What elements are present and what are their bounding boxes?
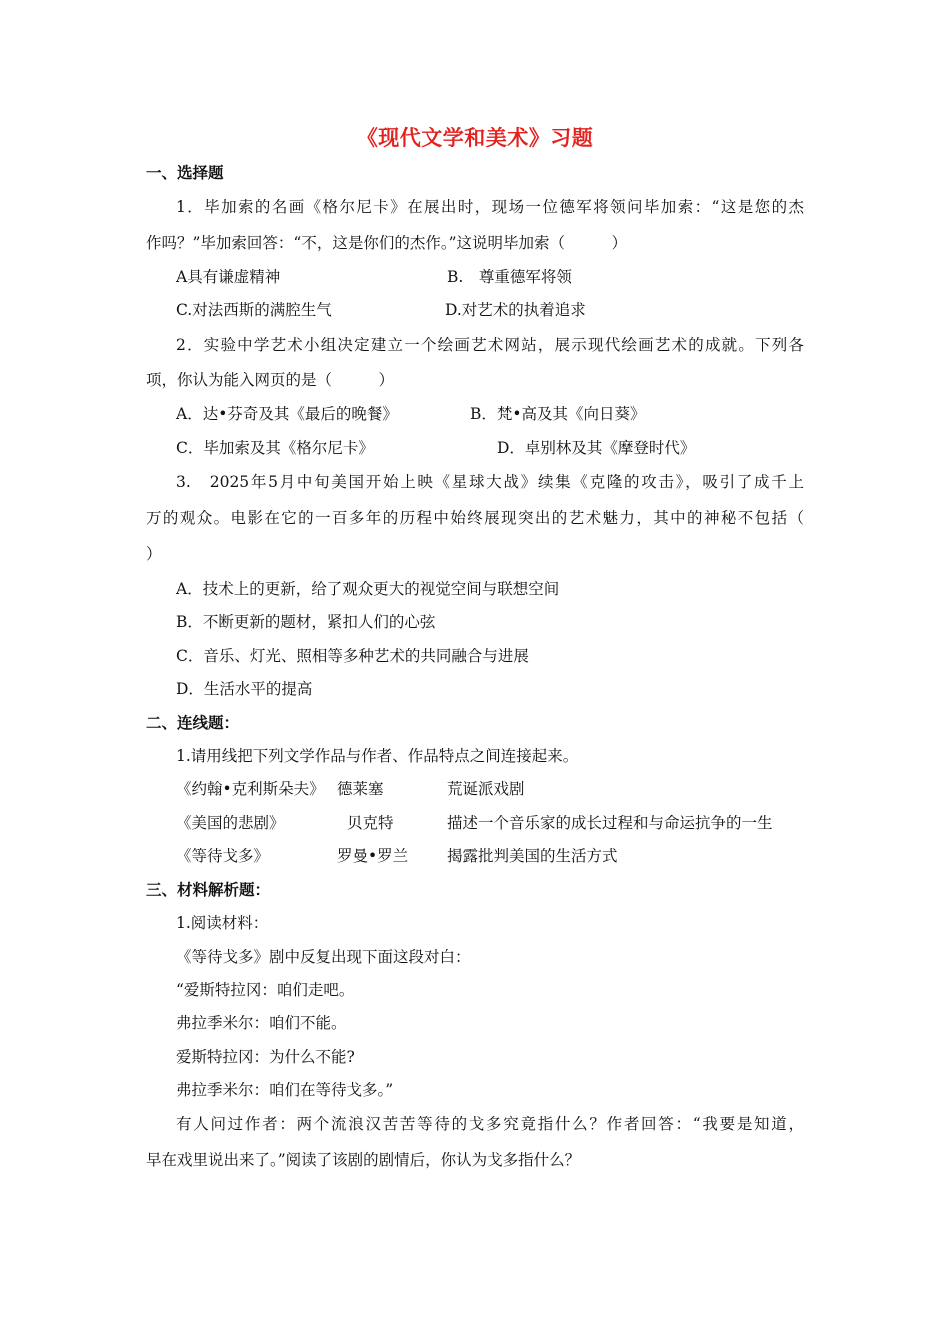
material-line: 弗拉季米尔：咱们在等待戈多。” <box>176 1081 394 1099</box>
matching-feature: 揭露批判美国的生活方式 <box>447 847 618 865</box>
section-heading-matching: 二、连线题： <box>146 713 240 732</box>
question-3-option-b: B．不断更新的题材，紧扣人们的心弦 <box>176 613 436 631</box>
matching-author: 罗曼•罗兰 <box>337 847 409 865</box>
matching-feature: 描述一个音乐家的成长过程和与命运抗争的一生 <box>447 814 773 832</box>
question-1-option-d: D.对艺术的执着追求 <box>445 301 586 319</box>
question-2-line-2: 项，你认为能入网页的是（ ） <box>146 371 395 389</box>
question-2-option-c: C．毕加索及其《格尔尼卡》 <box>176 439 374 457</box>
matching-author: 贝克特 <box>347 814 394 832</box>
material-line: 弗拉季米尔：咱们不能。 <box>176 1014 347 1032</box>
question-1-line-2: 作吗？”毕加索回答：“不，这是你们的杰作。”这说明毕加索（ ） <box>146 234 628 252</box>
page-title: 《现代文学和美术》习题 <box>356 125 594 150</box>
question-3-option-a: A．技术上的更新，给了观众更大的视觉空间与联想空间 <box>176 580 560 598</box>
question-3-option-c: C．音乐、灯光、照相等多种艺术的共同融合与进展 <box>176 647 529 665</box>
question-3-option-d: D．生活水平的提高 <box>176 680 313 698</box>
question-3-line-3: ） <box>146 545 162 563</box>
question-2-option-b: B．梵•高及其《向日葵》 <box>470 405 646 423</box>
question-1-option-a: A具有谦虚精神 <box>176 268 281 286</box>
material-line: 1.阅读材料： <box>176 914 269 932</box>
question-2-line-1: 2．实验中学艺术小组决定建立一个绘画艺术网站，展示现代绘画艺术的成就。下列各 <box>176 336 804 354</box>
matching-author: 德莱塞 <box>337 780 384 798</box>
question-2-option-a: A．达•芬奇及其《最后的晚餐》 <box>176 405 398 423</box>
matching-instruction: 1.请用线把下列文学作品与作者、作品特点之间连接起来。 <box>176 747 579 765</box>
question-3-line-2: 万的观众。电影在它的一百多年的历程中始终展现突出的艺术魅力，其中的神秘不包括（ <box>146 509 804 527</box>
matching-feature: 荒诞派戏剧 <box>447 780 525 798</box>
question-2-option-d: D．卓别林及其《摩登时代》 <box>497 439 696 457</box>
matching-work: 《等待戈多》 <box>176 847 270 865</box>
question-1-option-c: C.对法西斯的满腔生气 <box>176 301 332 319</box>
material-line: 爱斯特拉冈：为什么不能? <box>176 1048 355 1066</box>
section-heading-choice: 一、选择题 <box>146 163 224 182</box>
material-line: 《等待戈多》剧中反复出现下面这段对白： <box>176 948 471 966</box>
material-question-line-2: 早在戏里说出来了。”阅读了该剧的剧情后，你认为戈多指什么？ <box>146 1151 581 1169</box>
section-heading-material: 三、材料解析题： <box>146 880 271 899</box>
material-question-line-1: 有人问过作者：两个流浪汉苦苦等待的戈多究竟指什么？作者回答：“我要是知道， <box>176 1115 804 1133</box>
matching-work: 《美国的悲剧》 <box>176 814 285 832</box>
question-1-line-1: 1．毕加索的名画《格尔尼卡》在展出时，现场一位德军将领问毕加索：“这是您的杰 <box>176 198 804 216</box>
matching-work: 《约翰•克利斯朵夫》 <box>176 780 325 798</box>
question-1-option-b: B. 尊重德军将领 <box>447 268 572 286</box>
question-3-line-1: 3. 2025年5月中旬美国开始上映《星球大战》续集《克隆的攻击》，吸引了成千上 <box>176 473 804 491</box>
material-line: “爱斯特拉冈：咱们走吧。 <box>176 981 355 999</box>
